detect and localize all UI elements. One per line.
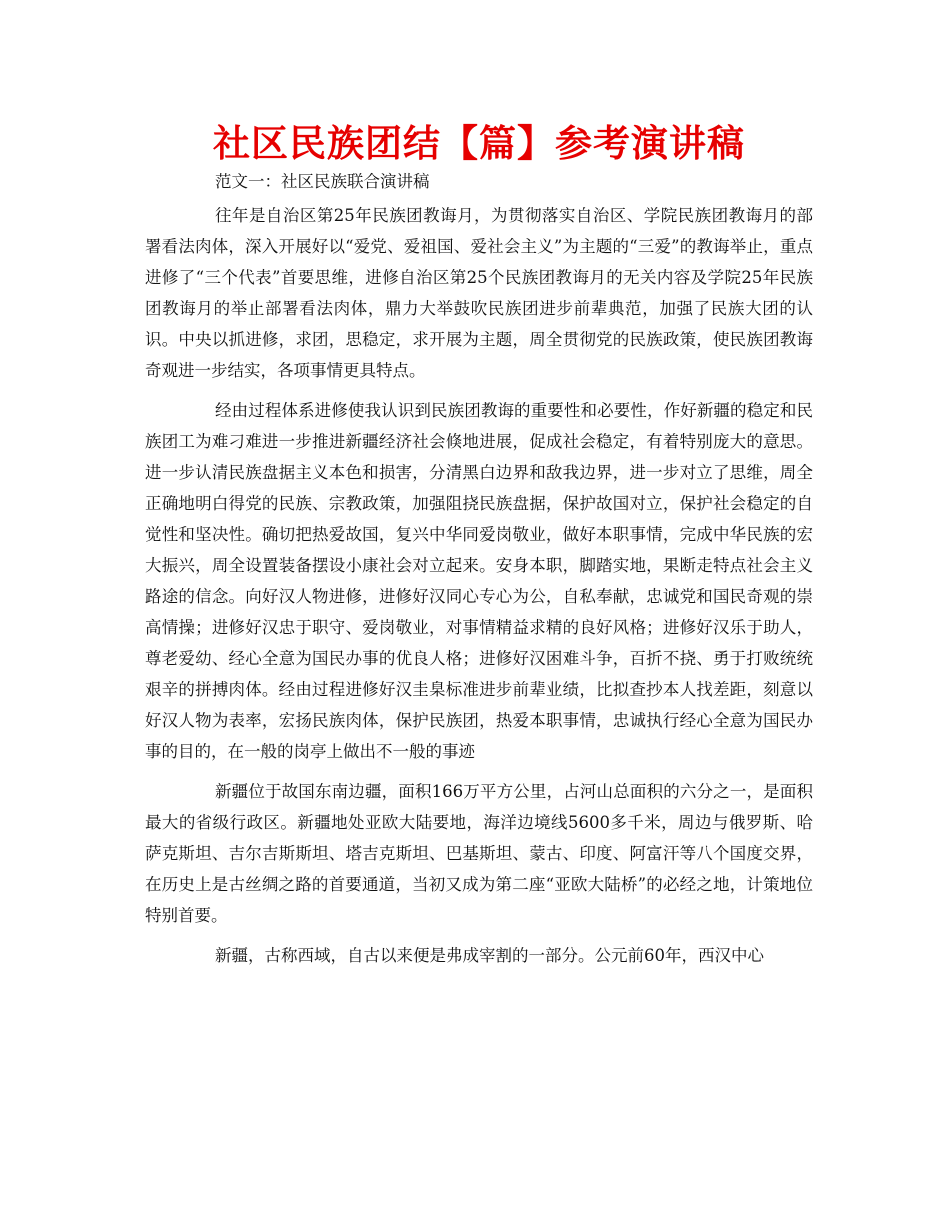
document-subtitle: 范文一：社区民族联合演讲稿	[215, 172, 430, 191]
paragraph-1: 往年是自治区第25年民族团教诲月，为贯彻落实自治区、学院民族团教诲月的部署看法肉体，深入开展好以“爱党、爱祖国、爱社会主义”为主题的“三爱”的教诲举止，重点进修了“三个代表”首要思维，进修自治区第25个民族团教诲月的无关内容及学院25年民族团教诲月的举止部署看法肉体，鼎力大举鼓吹民族团进步前辈典范，加强了民族大团的认识。中央以抓进修，求团，思稳定，求开展为主题，周全贯彻党的民族政策，使民族团教诲奇观进一步结实，各项事情更具特点。	[145, 206, 813, 380]
document-page	[145, 118, 813, 980]
paragraph-3: 新疆位于故国东南边疆，面积166万平方公里，占河山总面积的六分之一，是面积最大的省级行政区。新疆地处亚欧大陆要地，海洋边境线5600多千米，周边与俄罗斯、哈萨克斯坦、吉尔吉斯斯坦、塔吉克斯坦、巴基斯坦、蒙古、印度、阿富汗等八个国度交界，在历史上是古丝绸之路的首要通道，当初又成为第二座“亚欧大陆桥”的必经之地，计策地位特别首要。	[145, 782, 813, 925]
document-title: 社区民族团结【篇】参考演讲稿	[213, 122, 745, 165]
paragraph-4: 新疆，古称西域，自古以来便是弗成宰割的一部分。公元前60年，西汉中心	[215, 946, 764, 965]
paragraph-2: 经由过程体系进修使我认识到民族团教诲的重要性和必要性，作好新疆的稳定和民族团工为难刁难进一步推进新疆经济社会倏地进展，促成社会稳定，有着特别庞大的意思。进一步认清民族盘据主义本色和损害，分清黑白边界和敌我边界，进一步对立了思维，周全正确地明白得党的民族、宗教政策，加强阻挠民族盘据，保护故国对立，保护社会稳定的自觉性和坚决性。确切把热爱故国，复兴中华同爱岗敬业，做好本职事情，完成中华民族的宏大振兴，周全设置装备摆设小康社会对立起来。安身本职，脚踏实地，果断走特点社会主义路途的信念。向好汉人物进修，进修好汉同心专心为公，自私奉献，忠诚党和国民奇观的崇高情操；进修好汉忠于职守、爱岗敬业，对事情精益求精的良好风格；进修好汉乐于助人，尊老爱幼、经心全意为国民办事的优良人格；进修好汉困难斗争，百折不挠、勇于打败统统艰辛的拼搏肉体。经由过程进修好汉圭臬标准进步前辈业绩，比拟查抄本人找差距，刻意以好汉人物为表率，宏扬民族肉体，保护民族团，热爱本职事情，忠诚执行经心全意为国民办事的目的，在一般的岗亭上做出不一般的事迹	[145, 401, 813, 761]
